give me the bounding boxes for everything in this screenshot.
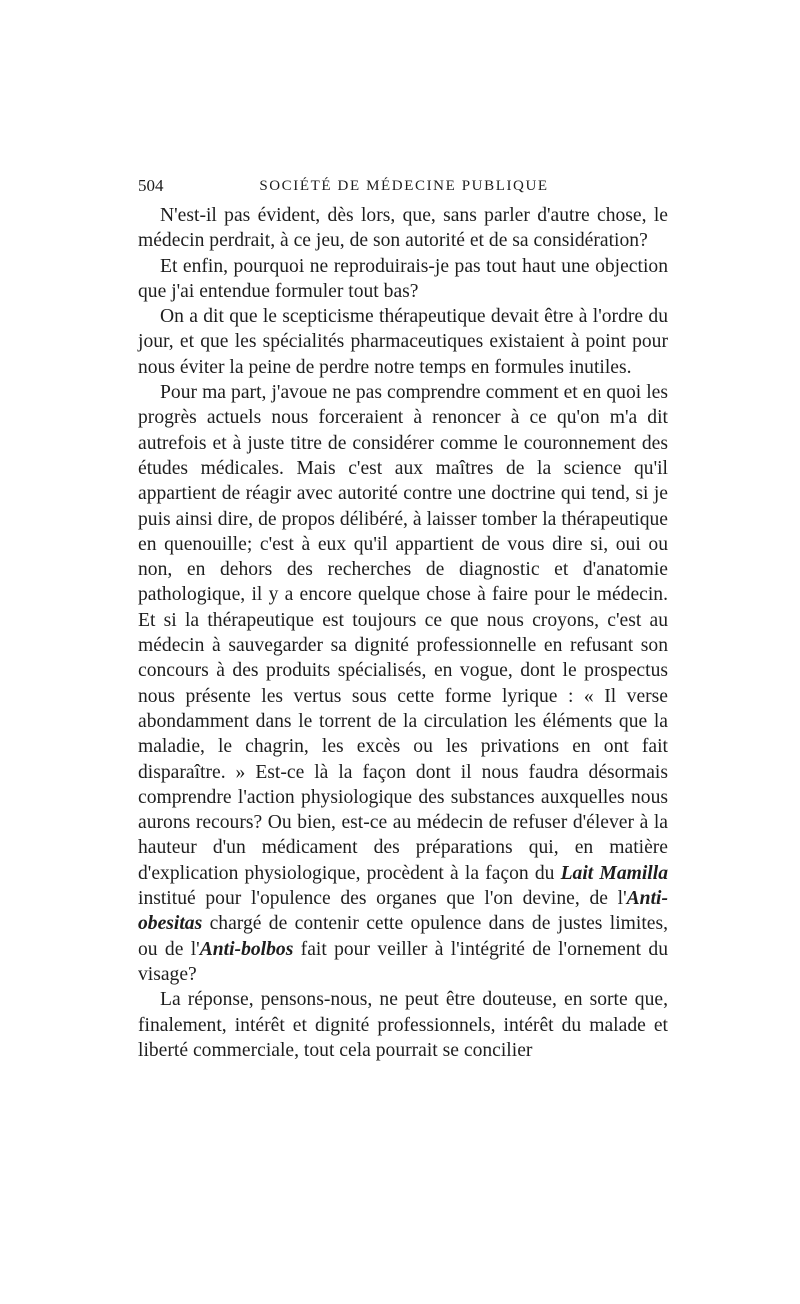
text-run: On a dit que le scepticisme thérapeutique devait être à l'ordre du jour, et que les spécialités pharmaceutiques existaient à point pour nous éviter la peine de perdre notre temps en formules inutiles. (138, 306, 668, 378)
text-run: Et enfin, pourquoi ne reproduirais-je pas tout haut une objection que j'ai entendue formuler tout bas? (138, 255, 668, 302)
running-title: SOCIÉTÉ DE MÉDECINE PUBLIQUE (259, 178, 549, 194)
text-run: N'est-il pas évident, dès lors, que, sans parler d'autre chose, le médecin perdrait, à ce jeu, de son autorité et de sa considération? (138, 205, 668, 252)
text-run: La réponse, pensons-nous, ne peut être douteuse, en sorte que, finalement, intérêt et dignité professionnels, intérêt du malade et liberté commerciale, tout cela pourrait se concilier (138, 989, 668, 1061)
paragraph (138, 987, 668, 1063)
paragraph (138, 304, 668, 380)
text-run: Pour ma part, j'avoue ne pas comprendre comment et en quoi les progrès actuels nous forceraient à renoncer à ce qu'on m'a dit autrefois et à juste titre de considérer comme le couronnement des études médicales. Mais c'est aux maîtres de la science qu'il appartient de réagir avec autorité contre une doctrine qui tend, si je puis ainsi dire, de propos délibéré, à laisser tomber la thérapeutique en quenouille; c'est à eux qu'il appartient de vous dire si, oui ou non, en dehors des recherches de diagnostic et d'anatomie pathologique, il y a encore quelque chose à faire pour le médecin. Et si la thérapeutique est toujours ce que nous croyons, c'est au médecin à sauvegarder sa dignité professionnelle en refusant son concours à des produits spécialisés, en vogue, dont le prospectus nous présente les vertus sous cette forme lyrique : « Il verse abondamment dans le torrent de la circulation les éléments que la maladie, le chagrin, les excès ou les privations en ont fait disparaître. » Est-ce là la façon dont il nous faudra désormais comprendre l'action physiologique des substances auxquelles nous aurons recours? Ou bien, est-ce au médecin de refuser d'élever à la hauteur d'un médicament des préparations qui, en matière d'explication physiologique, procèdent à la façon du (138, 382, 668, 884)
text-run: fait pour veiller à l'intégrité de l'ornement du visage? (138, 938, 668, 985)
product-name-anti-bolbos: Anti-bolbos (199, 938, 294, 960)
product-name-anti-obesitas: Anti-obesitas (138, 888, 668, 935)
paragraph (138, 203, 668, 254)
page-number: 504 (138, 176, 164, 195)
paragraph (138, 380, 668, 987)
text-run: chargé de contenir cette opulence dans de justes limites, ou de l' (138, 913, 668, 960)
paragraph (138, 254, 668, 305)
text-run: institué pour l'opulence des organes que l'on devine, de l' (138, 888, 627, 910)
page-header (138, 174, 670, 198)
product-name-lait-mamilla: Lait Mamilla (560, 862, 668, 884)
body-text (138, 203, 668, 1063)
